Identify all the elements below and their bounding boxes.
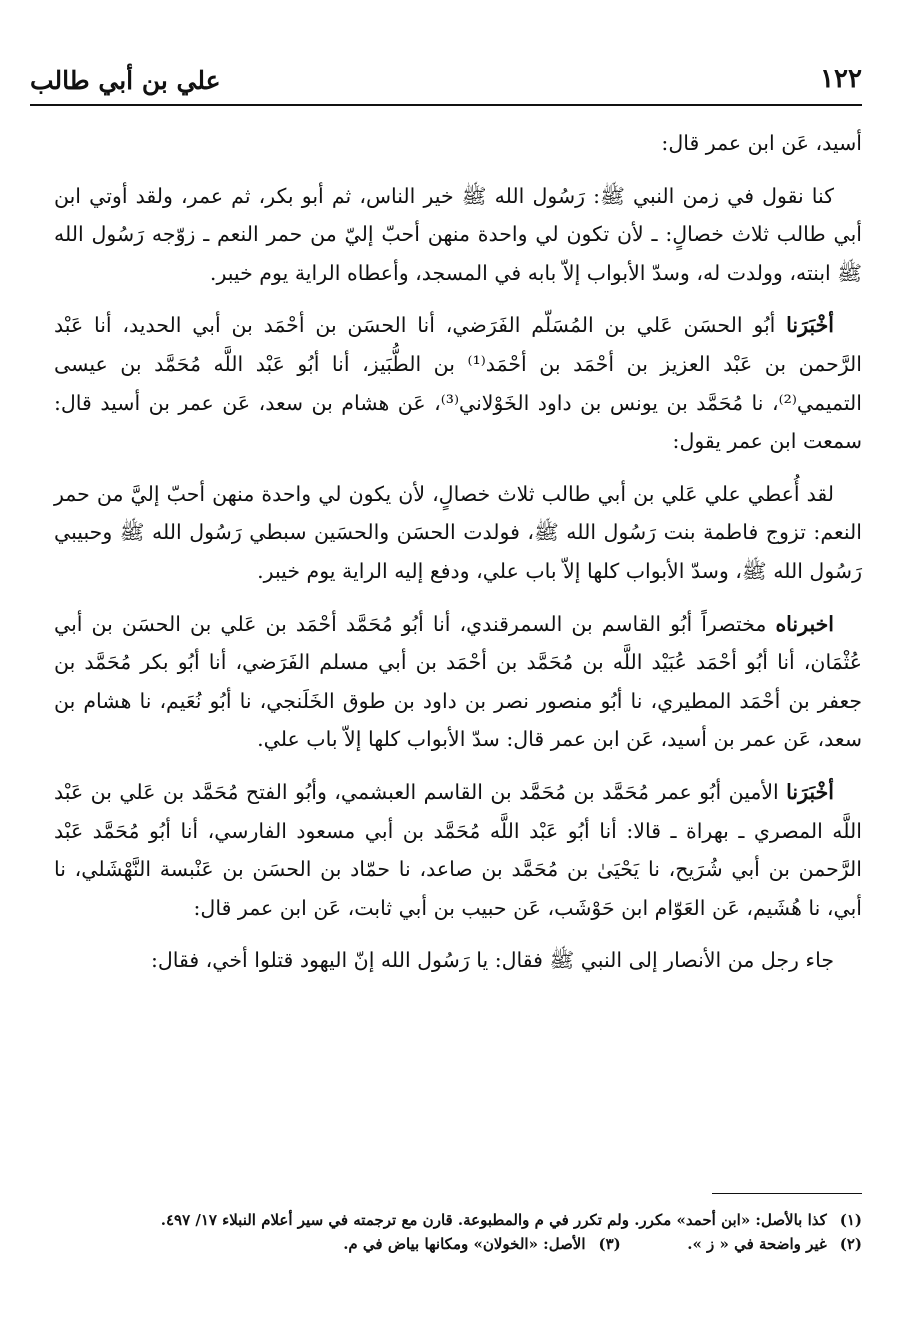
paragraph-text: مختصراً أبُو القاسم بن السمرقندي، أنا أبُو مُحَمَّد أحْمَد بن عَلي بن الحسَن بن أبي عُثْمَان، أنا أبُو أحْمَد عُبَيْد اللَّه بن مُحَمَّد بن أحْمَد بن أبي مسلم الفَرَضي، أنا أبُو بكر مُحَمَّد بن جعفر بن أحْمَد المطيري، نا أبُو منصور نصر بن داود بن طوق الخَلَنجي، نا أبُو نُعَيم، نا هشام بن سعد، عَن عمر بن أسيد، عَن ابن عمر قال: سدّ الأبواب كلها إلاّ باب علي. [54, 611, 862, 752]
footnote-number: (٢) [839, 1235, 862, 1253]
paragraph-1 [54, 124, 862, 163]
paragraph-5 [54, 605, 862, 759]
paragraph-4 [54, 475, 862, 591]
footnote-text: كذا بالأصل: «ابن أحمد» مكرر. ولم تكرر في م والمطبوعة. قارن مع ترجمته في سير أعلام النبلاء ١٧/ ٤٩٧. [160, 1211, 827, 1229]
footnote-1 [54, 1208, 862, 1232]
paragraph-lead-word: أخْبَرَنا [786, 779, 834, 804]
paragraph-6 [54, 773, 862, 927]
paragraph-2 [54, 177, 862, 293]
footnote-number: (١) [839, 1211, 862, 1229]
page-header [30, 58, 862, 106]
page-number: ١٢٢ [820, 64, 862, 94]
paragraph-text: أبُو الحسَن عَلي بن المُسَلّم الفَرَضي، أنا الحسَن بن أحْمَد بن أبي الحديد، أنا عَبْد الرَّحمن بن عَبْد العزيز بن أحْمَد بن أحْمَد⁽¹⁾ بن الطُّبَيز، أنا أبُو عَبْد اللَّه مُحَمَّد بن عيسى التميمي⁽²⁾، نا مُحَمَّد بن يونس بن داود الخَوْلاني⁽³⁾، عَن هشام بن سعد، عَن عمر بن أسيد قال: سمعت ابن عمر يقول: [54, 313, 862, 454]
paragraph-3 [54, 306, 862, 460]
paragraph-lead-word: أخْبَرَنا [786, 313, 834, 338]
paragraph-lead-word: اخبرناه [775, 611, 834, 636]
footnote-separator [712, 1193, 862, 1194]
paragraph-7 [54, 941, 862, 980]
main-text [54, 124, 862, 994]
paragraph-text: لقد أُعطي علي عَلي بن أبي طالب ثلاث خصالٍ، لأن يكون لي واحدة منهن أحبّ إليَّ من حمر النعم: تزوج فاطمة بنت رَسُول الله ﷺ، فولدت الحسَن والحسَين سبطي رَسُول الله ﷺ وحبيبي رَسُول الله ﷺ، وسدّ الأبواب كلها إلاّ باب علي، ودفع إليه الراية يوم خيبر. [54, 481, 862, 583]
footnotes [54, 1208, 862, 1256]
footnote-2-3 [54, 1232, 862, 1256]
paragraph-text: كنا نقول في زمن النبي ﷺ: رَسُول الله ﷺ خير الناس، ثم أبو بكر، ثم عمر، ولقد أوتي ابن أبي طالب ثلاث خصالٍ: ـ لأن تكون لي واحدة منهن أحبّ إليّ من حمر النعم ـ زوّجه رَسُول الله ﷺ ابنته، وولدت له، وسدّ الأبواب إلاّ بابه في المسجد، وأعطاه الراية يوم خيبر. [54, 183, 862, 285]
paragraph-text: أسيد، عَن ابن عمر قال: [661, 131, 862, 155]
footnote-text: الأصل: «الخولان» ومكانها بياض في م. [343, 1235, 586, 1253]
paragraph-text: الأمين أبُو عمر مُحَمَّد بن مُحَمَّد بن القاسم العبشمي، وأبُو الفتح مُحَمَّد بن عَلي بن عَبْد اللَّه المصري ـ بهراة ـ قالا: أنا أبُو عَبْد اللَّه مُحَمَّد بن أبي مسعود الفارسي، أنا أبُو مُحَمَّد عَبْد الرَّحمن بن أبي شُرَيح، نا يَحْيَىٰ بن مُحَمَّد بن صاعد، نا حمّاد بن الحسَن بن عَنْبسة النَّهْشَلي، نا أبي، نا هُشَيم، عَن العَوّام ابن حَوْشَب، عَن حبيب بن أبي ثابت، عَن ابن عمر قال: [54, 779, 862, 920]
paragraph-text: جاء رجل من الأنصار إلى النبي ﷺ فقال: يا رَسُول الله إنّ اليهود قتلوا أخي، فقال: [150, 948, 834, 973]
footnote-text: غير واضحة في « ز ». [687, 1235, 827, 1253]
running-title: علي بن أبي طالب [30, 66, 221, 95]
footnote-number: (٣) [598, 1235, 621, 1253]
